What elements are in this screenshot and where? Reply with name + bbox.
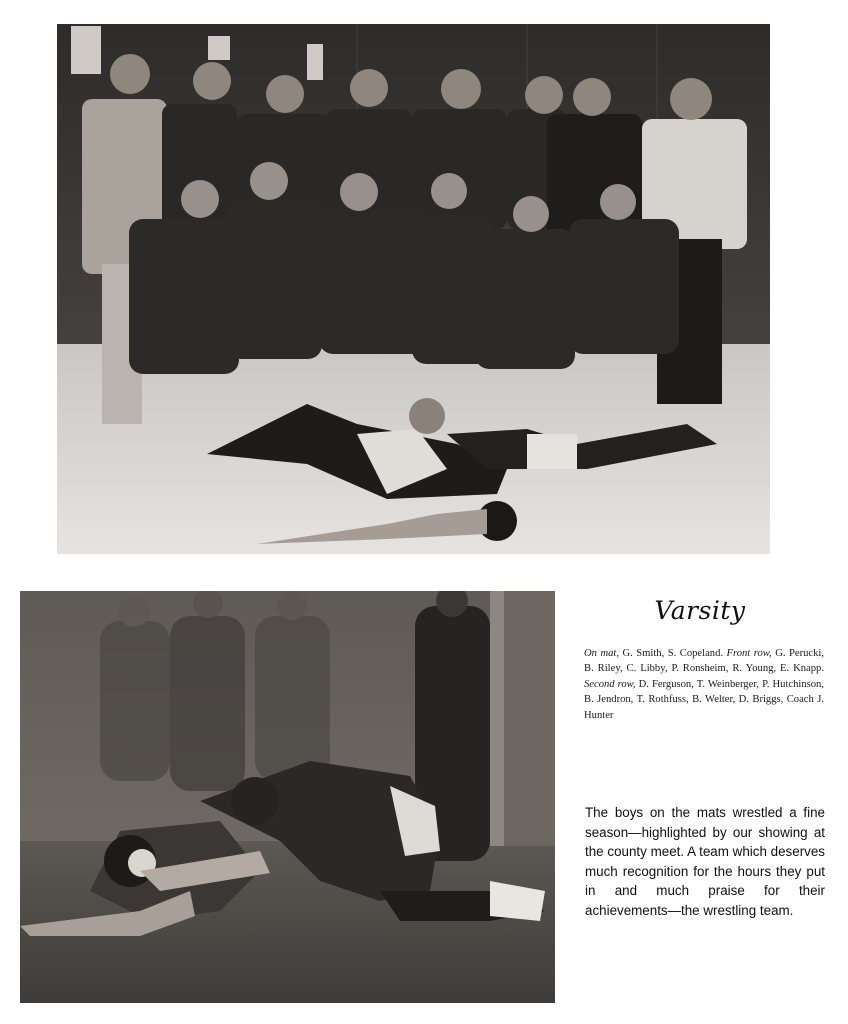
front-row-label: Front row,	[726, 648, 772, 659]
second-row-names: D. Ferguson, T. Weinberger, P. Hutchinson, B. Jendron, T. Rothfuss, B. Welter, D. Briggs, Coach J. Hunter	[584, 678, 824, 721]
team-photo	[57, 24, 770, 554]
second-row-label: Second row,	[584, 678, 636, 690]
front-row-names: G. Perucki, B. Riley, C. Libby, P. Ronsheim, R. Young, E. Knapp.	[584, 648, 824, 675]
section-heading: Varsity	[654, 596, 746, 625]
photo-caption	[584, 646, 824, 723]
body-paragraph: The boys on the mats wrestled a fine season—highlighted by our showing at the county meet. A team which deserves much recognition for the hours they put in and much praise for their achievements—the wrestling team.	[585, 805, 825, 918]
match-photo	[20, 591, 555, 1003]
on-mat-label: On mat,	[584, 648, 619, 659]
on-mat-names: G. Smith, S. Copeland.	[618, 648, 727, 659]
